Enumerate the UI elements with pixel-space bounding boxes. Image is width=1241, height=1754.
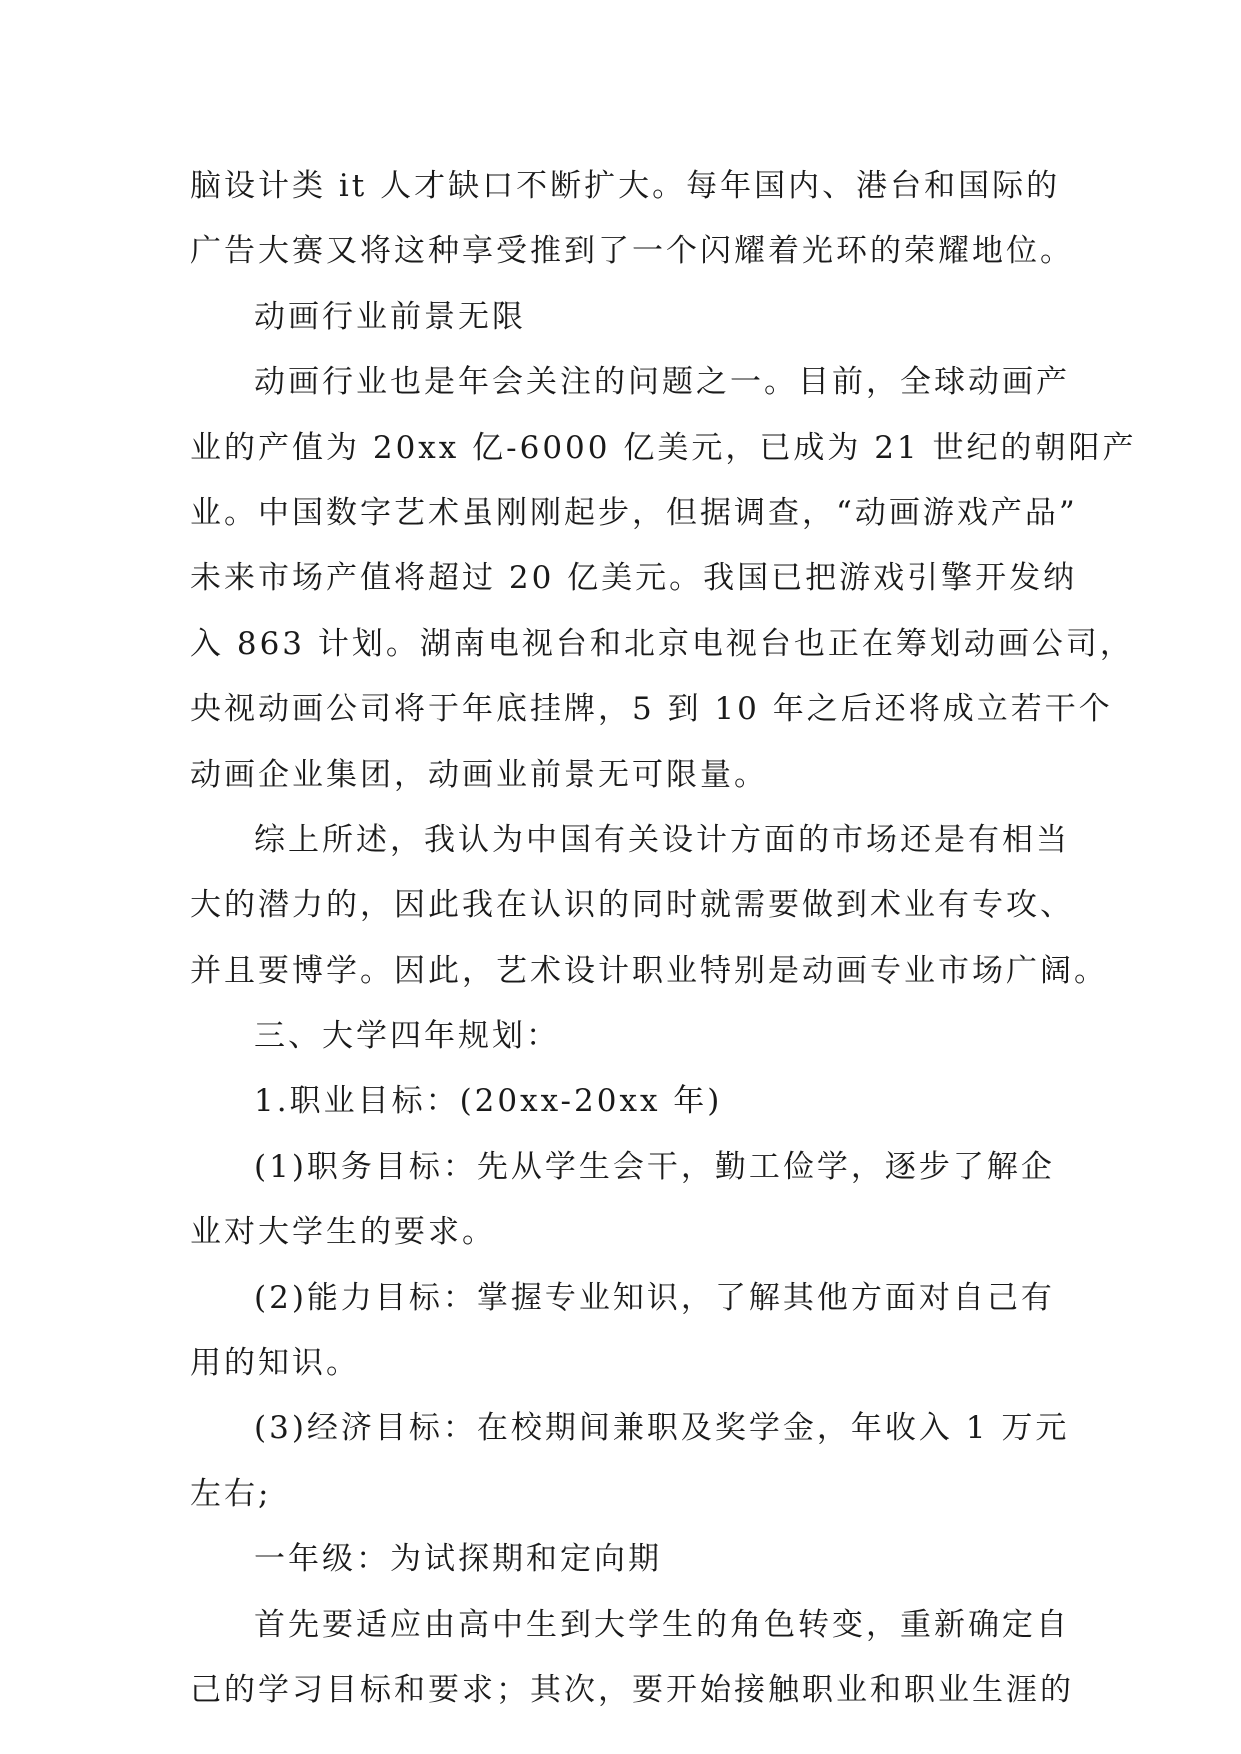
text-line: 用的知识。 xyxy=(190,1345,360,1382)
text-line: 入 863 计划。湖南电视台和北京电视台也正在筹划动画公司， xyxy=(190,625,1134,662)
text-line: (2)能力目标：掌握专业知识，了解其他方面对自己有 xyxy=(254,1279,1055,1316)
section-heading: 动画行业前景无限 xyxy=(254,298,526,335)
text-line: 动画行业也是年会关注的问题之一。目前，全球动画产 xyxy=(254,364,1070,401)
text-line: 动画企业集团，动画业前景无可限量。 xyxy=(190,756,768,793)
text-line: 首先要适应由高中生到大学生的角色转变，重新确定自 xyxy=(254,1606,1070,1643)
text-line: 大的潜力的，因此我在认识的同时就需要做到术业有专攻、 xyxy=(190,887,1074,924)
document-body xyxy=(190,154,1137,1723)
text-line: 己的学习目标和要求；其次，要开始接触职业和职业生涯的 xyxy=(190,1671,1074,1708)
text-line: (1)职务目标：先从学生会干，勤工俭学，逐步了解企 xyxy=(254,1148,1055,1185)
section-heading: 三、大学四年规划： xyxy=(254,1018,560,1055)
text-line: 业的产值为 20xx 亿-6000 亿美元，已成为 21 世纪的朝阳产 xyxy=(190,429,1137,466)
section-heading: 一年级：为试探期和定向期 xyxy=(254,1541,662,1578)
text-line: 左右; xyxy=(190,1475,272,1512)
text-line: 央视动画公司将于年底挂牌，5 到 10 年之后还将成立若干个 xyxy=(190,691,1113,728)
text-line: 脑设计类 it 人才缺口不断扩大。每年国内、港台和国际的 xyxy=(190,168,1061,204)
text-line: 业。中国数字艺术虽刚刚起步，但据调查，“动画游戏产品” xyxy=(190,494,1078,531)
text-line: 广告大赛又将这种享受推到了一个闪耀着光环的荣耀地位。 xyxy=(190,233,1074,270)
text-line: 未来市场产值将超过 20 亿美元。我国已把游戏引擎开发纳 xyxy=(190,560,1078,597)
subsection-heading: 1.职业目标：(20xx-20xx 年) xyxy=(254,1083,723,1120)
text-line: 综上所述，我认为中国有关设计方面的市场还是有相当 xyxy=(254,821,1070,858)
text-line: 并且要博学。因此，艺术设计职业特别是动画专业市场广阔。 xyxy=(190,952,1108,989)
text-line: 业对大学生的要求。 xyxy=(190,1214,496,1251)
text-line: (3)经济目标：在校期间兼职及奖学金，年收入 1 万元 xyxy=(254,1410,1070,1447)
